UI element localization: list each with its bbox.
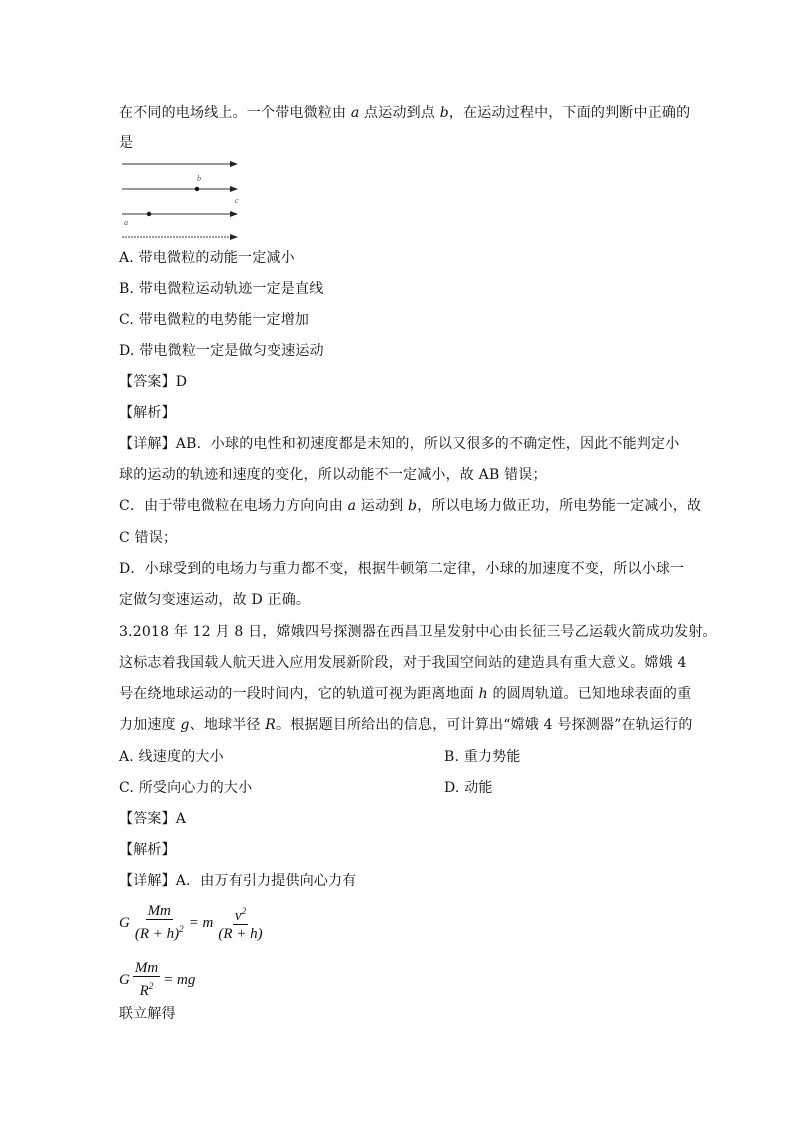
label-a: a (124, 218, 128, 227)
text: 运动到 (356, 498, 409, 514)
q2-option-a: A. 带电微粒的动能一定减小 (119, 250, 295, 266)
q2-detail-line-1: 【详解】AB．小球的电性和初速度都是未知的，所以又很多的不确定性，因此不能判定小 (119, 436, 680, 452)
fraction (133, 903, 186, 943)
q3-stem-line-1: 3.2018 年 12 月 8 日，嫦娥四号探测器在西昌卫星发射中心由长征三号乙运载火箭成功发射。 (119, 624, 717, 640)
equals-m: = m (188, 914, 214, 931)
text: ，在运动过程中，下面的判断中正确的 (448, 105, 691, 121)
q2-detail-line-4: C 错误； (119, 530, 178, 546)
text: ，所以电场力做正功，所电势能一定减小，故 (417, 498, 702, 514)
point-a-dot (147, 212, 151, 216)
q3-stem-line-3 (119, 684, 691, 704)
q3-option-a: A. 线速度的大小 (119, 749, 224, 765)
q3-option-b: B. 重力势能 (444, 749, 521, 765)
text: 的圆周轨道。已知地球表面的重 (487, 686, 692, 702)
fraction (133, 960, 160, 1000)
exponent: 2 (241, 906, 247, 916)
denominator: (R + h) (218, 926, 263, 942)
text: 点运动到点 (359, 105, 440, 121)
equals-mg: = mg (163, 971, 196, 988)
numerator: Mm (134, 960, 159, 976)
text: (R + h) (134, 926, 180, 942)
q2-stem-line-1 (119, 103, 690, 123)
text: 。根据题目所给出的信息，可计算出“嫦娥 4 号探测器”在轨运行的 (276, 717, 693, 733)
exponent: 2 (179, 924, 184, 934)
q3-last-line: 联立解得 (119, 1006, 176, 1022)
point-b-dot (195, 187, 199, 191)
q3-stem-line-2: 这标志着我国载人航天进入应用发展新阶段，对于我国空间站的建造具有重大意义。嫦娥 4 (119, 655, 687, 671)
q3-stem-line-4 (119, 715, 693, 735)
q2-option-c: C. 带电微粒的电势能一定增加 (119, 312, 310, 328)
var-b: b (408, 498, 418, 514)
field-lines-diagram (119, 156, 244, 240)
label-c: c (235, 196, 239, 205)
denominator (138, 977, 156, 1000)
q3-option-c: C. 所受向心力的大小 (119, 780, 253, 796)
numerator (233, 903, 248, 925)
q3-analysis-title: 【解析】 (119, 842, 176, 858)
var-r: R (265, 717, 277, 733)
var-a: a (347, 498, 357, 514)
exponent: 2 (148, 981, 154, 991)
text: v (234, 908, 242, 924)
text: 号在绕地球运动的一段时间内，它的轨道可视为距离地面 (119, 686, 479, 702)
text: 在不同的电场线上。一个带电微粒由 (119, 105, 351, 121)
var-b: b (439, 105, 449, 121)
q2-option-d: D. 带电微粒一定是做匀变速运动 (119, 343, 324, 359)
q3-detail-line-1: 【详解】A．由万有引力提供向心力有 (119, 873, 357, 889)
fraction (216, 903, 264, 943)
text: R (139, 983, 149, 999)
q3-option-d: D. 动能 (444, 780, 493, 796)
q2-stem-line-2: 是 (119, 135, 134, 151)
q2-answer: 【答案】D (119, 374, 188, 390)
text: 力加速度 (119, 717, 181, 733)
q2-detail-line-2: 球的运动的轨迹和速度的变化，所以动能不一定减小，故 AB 错误； (119, 467, 547, 483)
q2-analysis-title: 【解析】 (119, 405, 176, 421)
var-h: h (478, 686, 488, 702)
q2-detail-line-6: 定做匀变速运动，故 D 正确。 (119, 592, 311, 608)
formula-gravitation-centripetal (119, 903, 265, 943)
text: C．由于带电微粒在电场力方向向由 (119, 498, 348, 514)
numerator: Mm (147, 903, 171, 919)
denominator (133, 920, 186, 943)
var-g: g (180, 717, 190, 733)
formula-surface-gravity (119, 960, 195, 1000)
text: 、地球半径 (189, 717, 266, 733)
var-a: a (350, 105, 360, 121)
symbol-g: G (119, 914, 130, 931)
q2-detail-line-3 (119, 496, 701, 516)
q3-answer: 【答案】A (119, 811, 187, 827)
label-b: b (197, 174, 201, 183)
symbol-g: G (119, 971, 130, 988)
q2-detail-line-5: D．小球受到的电场力与重力都不变，根据牛顿第二定律，小球的加速度不变，所以小球一 (119, 561, 685, 577)
q2-option-b: B. 带电微粒运动轨迹一定是直线 (119, 281, 324, 297)
